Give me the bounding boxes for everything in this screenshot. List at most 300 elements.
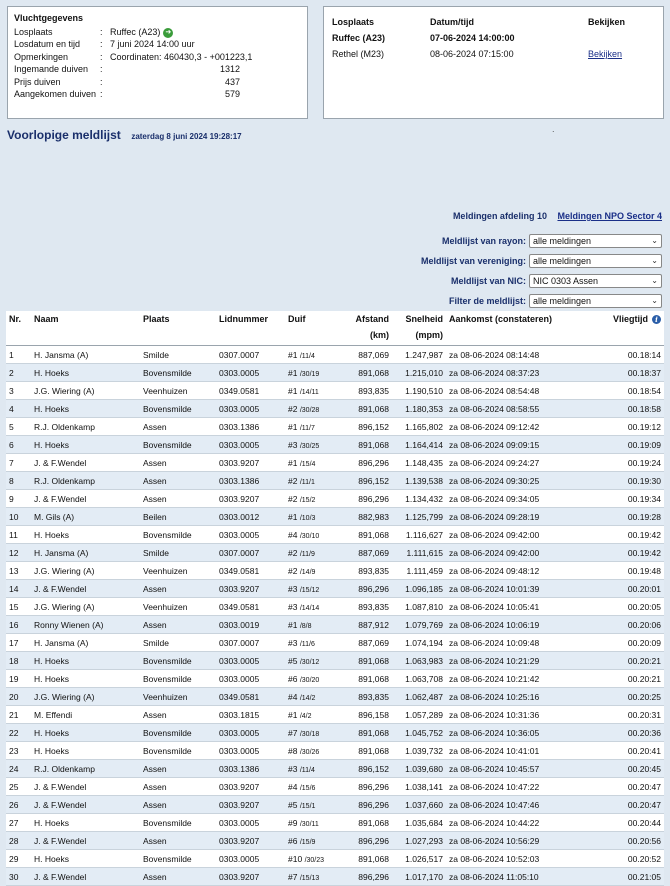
info-icon[interactable]: i <box>652 315 661 324</box>
plaats-cell: Smilde <box>140 634 216 652</box>
col-plaats: Plaats <box>140 311 216 346</box>
lidnummer-cell: 0303.0005 <box>216 670 285 688</box>
afstand-cell: 891,068 <box>335 526 392 544</box>
naam-cell: H. Hoeks <box>31 436 140 454</box>
lidnummer-cell: 0303.0005 <box>216 850 285 868</box>
table-row <box>6 346 664 364</box>
naam-cell: H. Jansma (A) <box>31 544 140 562</box>
plaats-cell: Bovensmilde <box>140 652 216 670</box>
lidnummer-cell: 0349.0581 <box>216 598 285 616</box>
afstand-cell: 896,296 <box>335 832 392 850</box>
table-row <box>6 814 664 832</box>
duif-cell: #4 /14/2 <box>285 688 335 706</box>
snelheid-cell: 1.165,802 <box>392 418 446 436</box>
plaats-cell: Assen <box>140 832 216 850</box>
naam-cell: H. Hoeks <box>31 670 140 688</box>
naam-cell: H. Hoeks <box>31 364 140 382</box>
filter-row <box>442 233 662 248</box>
table-row <box>6 544 664 562</box>
nr-cell: 5 <box>6 418 31 436</box>
flight-info-panel <box>7 6 308 119</box>
naam-cell: R.J. Oldenkamp <box>31 418 140 436</box>
naam-cell: M. Gils (A) <box>31 508 140 526</box>
nr-cell: 4 <box>6 400 31 418</box>
green-arrow-circle-icon[interactable]: ➜ <box>163 28 173 38</box>
afstand-cell: 896,296 <box>335 490 392 508</box>
vliegtijd-cell: 00.20:01 <box>571 580 664 598</box>
losplaats-cell: Ruffec (A23) <box>332 33 386 43</box>
plaats-cell: Bovensmilde <box>140 724 216 742</box>
vliegtijd-cell: 00.20:36 <box>571 724 664 742</box>
nr-cell: 19 <box>6 670 31 688</box>
table-row <box>6 796 664 814</box>
aankomst-cell: za 08-06-2024 08:54:48 <box>446 382 571 400</box>
afstand-cell: 893,835 <box>335 382 392 400</box>
duif-cell: #6 /15/9 <box>285 832 335 850</box>
flight-info-sep: : <box>100 64 103 75</box>
page-title: Voorlopige meldlijst <box>7 128 121 142</box>
col-aankomst: Aankomst (constateren) <box>446 311 571 346</box>
table-row <box>6 652 664 670</box>
afstand-cell: 887,069 <box>335 544 392 562</box>
nr-cell: 14 <box>6 580 31 598</box>
nr-cell: 25 <box>6 778 31 796</box>
lidnummer-cell: 0303.0005 <box>216 400 285 418</box>
duif-cell: #8 /30/26 <box>285 742 335 760</box>
vliegtijd-cell: 00.20:45 <box>571 760 664 778</box>
afstand-cell: 896,296 <box>335 454 392 472</box>
naam-cell: J.G. Wiering (A) <box>31 562 140 580</box>
filter-row <box>421 253 662 268</box>
release-locations-table <box>332 13 655 62</box>
duif-cell: #1 /14/11 <box>285 382 335 400</box>
aankomst-cell: za 08-06-2024 08:14:48 <box>446 346 571 364</box>
aankomst-cell: za 08-06-2024 09:42:00 <box>446 526 571 544</box>
afdeling-label: Meldingen afdeling 10 <box>452 211 547 221</box>
chevron-down-icon: ⌄ <box>651 295 658 305</box>
plaats-cell: Bovensmilde <box>140 400 216 418</box>
plaats-cell: Bovensmilde <box>140 670 216 688</box>
table-row <box>6 508 664 526</box>
afstand-cell: 891,068 <box>335 364 392 382</box>
filter-label: Meldlijst van rayon: <box>441 235 526 246</box>
snelheid-cell: 1.063,708 <box>392 670 446 688</box>
flight-info-sep: : <box>100 27 103 37</box>
nr-cell: 27 <box>6 814 31 832</box>
naam-cell: H. Hoeks <box>31 850 140 868</box>
aankomst-cell: za 08-06-2024 09:09:15 <box>446 436 571 454</box>
table-row <box>6 490 664 508</box>
release-location-row <box>332 30 655 46</box>
naam-cell: H. Jansma (A) <box>31 634 140 652</box>
chevron-down-icon: ⌄ <box>651 275 658 285</box>
plaats-cell: Assen <box>140 778 216 796</box>
afstand-cell: 896,296 <box>335 868 392 886</box>
results-header-row <box>6 311 664 346</box>
plaats-cell: Assen <box>140 580 216 598</box>
flight-info-value: 7 juni 2024 14:00 uur <box>110 39 195 50</box>
nr-cell: 23 <box>6 742 31 760</box>
naam-cell: J. & F.Wendel <box>31 490 140 508</box>
flight-info-value: Coordinaten: 460430,3 - +001223,1 <box>110 51 253 62</box>
lidnummer-cell: 0303.0019 <box>216 616 285 634</box>
aankomst-cell: za 08-06-2024 09:48:12 <box>446 562 571 580</box>
afstand-cell: 896,296 <box>335 580 392 598</box>
naam-cell: M. Effendi <box>31 706 140 724</box>
snelheid-cell: 1.087,810 <box>392 598 446 616</box>
bekijken-cell <box>588 30 655 46</box>
nr-cell: 6 <box>6 436 31 454</box>
flight-info-sep: : <box>100 88 103 99</box>
lidnummer-cell: 0303.1386 <box>216 418 285 436</box>
duif-cell: #6 /30/20 <box>285 670 335 688</box>
duif-cell: #2 /11/1 <box>285 472 335 490</box>
snelheid-cell: 1.062,487 <box>392 688 446 706</box>
table-row <box>6 562 664 580</box>
snelheid-cell: 1.125,799 <box>392 508 446 526</box>
plaats-cell: Veenhuizen <box>140 598 216 616</box>
plaats-cell: Veenhuizen <box>140 562 216 580</box>
afstand-cell: 891,068 <box>335 670 392 688</box>
col-afstand: Afstand (km) <box>335 311 392 346</box>
snelheid-cell: 1.039,732 <box>392 742 446 760</box>
vliegtijd-cell: 00.19:12 <box>571 418 664 436</box>
nr-cell: 8 <box>6 472 31 490</box>
table-row <box>6 778 664 796</box>
duif-cell: #3 /15/12 <box>285 580 335 598</box>
chevron-down-icon: ⌄ <box>651 255 658 265</box>
vliegtijd-cell: 00.19:24 <box>571 454 664 472</box>
naam-cell: J. & F.Wendel <box>31 868 140 886</box>
table-row <box>6 454 664 472</box>
table-row <box>6 868 664 886</box>
naam-cell: J.G. Wiering (A) <box>31 688 140 706</box>
snelheid-cell: 1.037,660 <box>392 796 446 814</box>
plaats-cell: Veenhuizen <box>140 382 216 400</box>
naam-cell: J.G. Wiering (A) <box>31 598 140 616</box>
flight-info-value: 1312 <box>219 64 240 75</box>
lidnummer-cell: 0303.0005 <box>216 724 285 742</box>
duif-cell: #1 /11/7 <box>285 418 335 436</box>
nr-cell: 21 <box>6 706 31 724</box>
table-row <box>6 724 664 742</box>
aankomst-cell: za 08-06-2024 09:28:19 <box>446 508 571 526</box>
filter-select[interactable] <box>529 254 662 268</box>
afstand-cell: 891,068 <box>335 850 392 868</box>
duif-cell: #7 /30/18 <box>285 724 335 742</box>
vliegtijd-cell: 00.20:56 <box>571 832 664 850</box>
naam-cell: J. & F.Wendel <box>31 796 140 814</box>
nr-cell: 13 <box>6 562 31 580</box>
snelheid-cell: 1.079,769 <box>392 616 446 634</box>
duif-cell: #2 /30/28 <box>285 400 335 418</box>
snelheid-cell: 1.180,353 <box>392 400 446 418</box>
nr-cell: 17 <box>6 634 31 652</box>
bekijken-cell <box>588 46 655 62</box>
col-lidnummer: Lidnummer <box>216 311 285 346</box>
aankomst-cell: za 08-06-2024 10:56:29 <box>446 832 571 850</box>
lidnummer-cell: 0303.1386 <box>216 472 285 490</box>
table-row <box>6 472 664 490</box>
flight-info-row <box>14 63 301 75</box>
table-row <box>6 850 664 868</box>
vliegtijd-cell: 00.18:58 <box>571 400 664 418</box>
snelheid-cell: 1.111,615 <box>392 544 446 562</box>
col-nr: Nr. <box>6 311 31 346</box>
vliegtijd-cell: 00.20:25 <box>571 688 664 706</box>
losplaats-cell: Rethel (M23) <box>332 49 385 59</box>
table-row <box>6 706 664 724</box>
naam-cell: J. & F.Wendel <box>31 778 140 796</box>
afstand-cell: 887,912 <box>335 616 392 634</box>
afstand-cell: 891,068 <box>335 436 392 454</box>
lidnummer-cell: 0303.9207 <box>216 778 285 796</box>
col-bekijken: Bekijken <box>588 16 626 27</box>
flight-info-sep: : <box>100 51 103 62</box>
aankomst-cell: za 08-06-2024 08:58:55 <box>446 400 571 418</box>
chevron-down-icon: ⌄ <box>651 235 658 245</box>
filter-select[interactable] <box>529 294 662 308</box>
table-row <box>6 598 664 616</box>
filter-select[interactable] <box>529 274 662 288</box>
afstand-cell: 893,835 <box>335 598 392 616</box>
lidnummer-cell: 0303.9207 <box>216 796 285 814</box>
lidnummer-cell: 0303.0005 <box>216 436 285 454</box>
table-row <box>6 832 664 850</box>
vliegtijd-cell: 00.21:05 <box>571 868 664 886</box>
flight-info-label: Losdatum en tijd <box>14 39 81 50</box>
nr-cell: 18 <box>6 652 31 670</box>
table-row <box>6 400 664 418</box>
vliegtijd-cell: 00.20:31 <box>571 706 664 724</box>
aankomst-cell: za 08-06-2024 10:06:19 <box>446 616 571 634</box>
naam-cell: Ronny Wienen (A) <box>31 616 140 634</box>
snelheid-cell: 1.027,293 <box>392 832 446 850</box>
nr-cell: 12 <box>6 544 31 562</box>
plaats-cell: Bovensmilde <box>140 850 216 868</box>
table-row <box>6 616 664 634</box>
page-date: zaterdag 8 juni 2024 19:28:17 <box>131 132 242 141</box>
flight-info-row <box>14 38 301 50</box>
flight-info-row <box>14 76 301 88</box>
release-location-row <box>332 46 655 62</box>
flight-info-row <box>14 26 301 38</box>
plaats-cell: Bovensmilde <box>140 526 216 544</box>
snelheid-cell: 1.017,170 <box>392 868 446 886</box>
naam-cell: H. Hoeks <box>31 652 140 670</box>
flight-info-label: Prijs duiven <box>14 76 61 87</box>
flight-info-rows <box>14 26 301 100</box>
afstand-cell: 891,068 <box>335 814 392 832</box>
vliegtijd-cell: 00.20:21 <box>571 652 664 670</box>
table-row <box>6 760 664 778</box>
table-row <box>6 580 664 598</box>
datum-cell: 08-06-2024 07:15:00 <box>430 49 514 59</box>
lidnummer-cell: 0303.9207 <box>216 490 285 508</box>
duif-cell: #7 /15/13 <box>285 868 335 886</box>
col-duif: Duif <box>285 311 335 346</box>
aankomst-cell: za 08-06-2024 09:24:27 <box>446 454 571 472</box>
col-snelheid: Snelheid (mpm) <box>392 311 446 346</box>
page-title-row <box>7 128 242 142</box>
duif-cell: #2 /15/2 <box>285 490 335 508</box>
table-row <box>6 436 664 454</box>
lidnummer-cell: 0303.9207 <box>216 868 285 886</box>
flight-info-value: 579 <box>224 88 240 99</box>
naam-cell: H. Hoeks <box>31 400 140 418</box>
plaats-cell: Assen <box>140 616 216 634</box>
bekijken-link[interactable]: Bekijken <box>588 49 623 59</box>
vliegtijd-cell: 00.20:52 <box>571 850 664 868</box>
plaats-cell: Bovensmilde <box>140 814 216 832</box>
plaats-cell: Assen <box>140 760 216 778</box>
lidnummer-cell: 0303.1815 <box>216 706 285 724</box>
naam-cell: J.G. Wiering (A) <box>31 382 140 400</box>
col-losplaats: Losplaats <box>332 16 375 27</box>
duif-cell: #3 /30/25 <box>285 436 335 454</box>
vliegtijd-cell: 00.19:34 <box>571 490 664 508</box>
vliegtijd-cell: 00.20:47 <box>571 778 664 796</box>
snelheid-cell: 1.039,680 <box>392 760 446 778</box>
nr-cell: 10 <box>6 508 31 526</box>
lidnummer-cell: 0307.0007 <box>216 634 285 652</box>
nr-cell: 2 <box>6 364 31 382</box>
afstand-cell: 891,068 <box>335 400 392 418</box>
vliegtijd-cell: 00.20:05 <box>571 598 664 616</box>
flight-info-label: Aangekomen duiven <box>14 88 97 99</box>
afstand-cell: 891,068 <box>335 724 392 742</box>
snelheid-cell: 1.134,432 <box>392 490 446 508</box>
col-vliegtijd: Vliegtijd i <box>571 311 664 346</box>
snelheid-cell: 1.215,010 <box>392 364 446 382</box>
plaats-cell: Bovensmilde <box>140 436 216 454</box>
lidnummer-cell: 0303.0005 <box>216 364 285 382</box>
snelheid-cell: 1.035,684 <box>392 814 446 832</box>
nr-cell: 15 <box>6 598 31 616</box>
filter-label: Meldlijst van vereniging: <box>420 255 526 266</box>
duif-cell: #3 /11/6 <box>285 634 335 652</box>
vliegtijd-cell: 00.20:47 <box>571 796 664 814</box>
vliegtijd-cell: 00.19:30 <box>571 472 664 490</box>
vliegtijd-cell: 00.19:48 <box>571 562 664 580</box>
vliegtijd-cell: 00.18:37 <box>571 364 664 382</box>
flight-info-label: Ingemande duiven <box>14 64 89 75</box>
flight-info-heading: Vluchtgegevens <box>14 13 84 23</box>
snelheid-cell: 1.116,627 <box>392 526 446 544</box>
aankomst-cell: za 08-06-2024 10:52:03 <box>446 850 571 868</box>
duif-cell: #1 /11/4 <box>285 346 335 364</box>
meldingen-links <box>453 211 662 221</box>
plaats-cell: Assen <box>140 472 216 490</box>
table-row <box>6 364 664 382</box>
table-row <box>6 670 664 688</box>
duif-cell: #5 /15/1 <box>285 796 335 814</box>
naam-cell: J. & F.Wendel <box>31 832 140 850</box>
afstand-cell: 896,296 <box>335 796 392 814</box>
plaats-cell: Assen <box>140 796 216 814</box>
afstand-cell: 893,835 <box>335 562 392 580</box>
snelheid-cell: 1.096,185 <box>392 580 446 598</box>
duif-cell: #10 /30/23 <box>285 850 335 868</box>
filter-select[interactable] <box>529 234 662 248</box>
filter-selected-value: alle meldingen <box>533 295 592 306</box>
aankomst-cell: za 08-06-2024 10:25:16 <box>446 688 571 706</box>
table-row <box>6 742 664 760</box>
plaats-cell: Beilen <box>140 508 216 526</box>
aankomst-cell: za 08-06-2024 10:45:57 <box>446 760 571 778</box>
snelheid-cell: 1.190,510 <box>392 382 446 400</box>
afstand-cell: 891,068 <box>335 742 392 760</box>
flight-info-row <box>14 88 301 100</box>
plaats-cell: Assen <box>140 418 216 436</box>
duif-cell: #1 /8/8 <box>285 616 335 634</box>
aankomst-cell: za 08-06-2024 10:21:29 <box>446 652 571 670</box>
naam-cell: R.J. Oldenkamp <box>31 472 140 490</box>
snelheid-cell: 1.026,517 <box>392 850 446 868</box>
snelheid-cell: 1.247,987 <box>392 346 446 364</box>
aankomst-cell: za 08-06-2024 10:31:36 <box>446 706 571 724</box>
nr-cell: 22 <box>6 724 31 742</box>
snelheid-cell: 1.057,289 <box>392 706 446 724</box>
nr-cell: 20 <box>6 688 31 706</box>
snelheid-cell: 1.148,435 <box>392 454 446 472</box>
aankomst-cell: za 08-06-2024 09:30:25 <box>446 472 571 490</box>
flight-info-value: 437 <box>224 76 240 87</box>
snelheid-cell: 1.139,538 <box>392 472 446 490</box>
duif-cell: #2 /11/9 <box>285 544 335 562</box>
vliegtijd-cell: 00.20:06 <box>571 616 664 634</box>
snelheid-cell: 1.074,194 <box>392 634 446 652</box>
afstand-cell: 896,152 <box>335 760 392 778</box>
naam-cell: J. & F.Wendel <box>31 580 140 598</box>
snelheid-cell: 1.045,752 <box>392 724 446 742</box>
lidnummer-cell: 0303.0012 <box>216 508 285 526</box>
plaats-cell: Assen <box>140 706 216 724</box>
aankomst-cell: za 08-06-2024 10:47:46 <box>446 796 571 814</box>
afstand-cell: 887,069 <box>335 346 392 364</box>
lidnummer-cell: 0303.1386 <box>216 760 285 778</box>
filter-selected-value: alle meldingen <box>533 235 592 246</box>
release-locations-panel <box>323 6 664 119</box>
filter-row <box>451 273 662 288</box>
nr-cell: 30 <box>6 868 31 886</box>
npo-sector-link[interactable]: Meldingen NPO Sector 4 <box>557 211 662 221</box>
filter-selected-value: alle meldingen <box>533 255 592 266</box>
aankomst-cell: za 08-06-2024 10:47:22 <box>446 778 571 796</box>
filter-label: Meldlijst van NIC: <box>450 275 526 286</box>
flight-info-label: Losplaats <box>14 27 53 37</box>
afstand-cell: 896,152 <box>335 418 392 436</box>
nr-cell: 16 <box>6 616 31 634</box>
plaats-cell: Smilde <box>140 544 216 562</box>
duif-cell: #2 /14/9 <box>285 562 335 580</box>
plaats-cell: Veenhuizen <box>140 688 216 706</box>
aankomst-cell: za 08-06-2024 10:21:42 <box>446 670 571 688</box>
plaats-cell: Bovensmilde <box>140 742 216 760</box>
afstand-cell: 882,983 <box>335 508 392 526</box>
naam-cell: H. Jansma (A) <box>31 346 140 364</box>
nr-cell: 26 <box>6 796 31 814</box>
snelheid-cell: 1.038,141 <box>392 778 446 796</box>
naam-cell: J. & F.Wendel <box>31 454 140 472</box>
vliegtijd-cell: 00.20:44 <box>571 814 664 832</box>
filter-label: Filter de meldlijst: <box>448 295 526 306</box>
lidnummer-cell: 0307.0007 <box>216 544 285 562</box>
naam-cell: R.J. Oldenkamp <box>31 760 140 778</box>
vliegtijd-cell: 00.18:14 <box>571 346 664 364</box>
nr-cell: 9 <box>6 490 31 508</box>
plaats-cell: Bovensmilde <box>140 364 216 382</box>
